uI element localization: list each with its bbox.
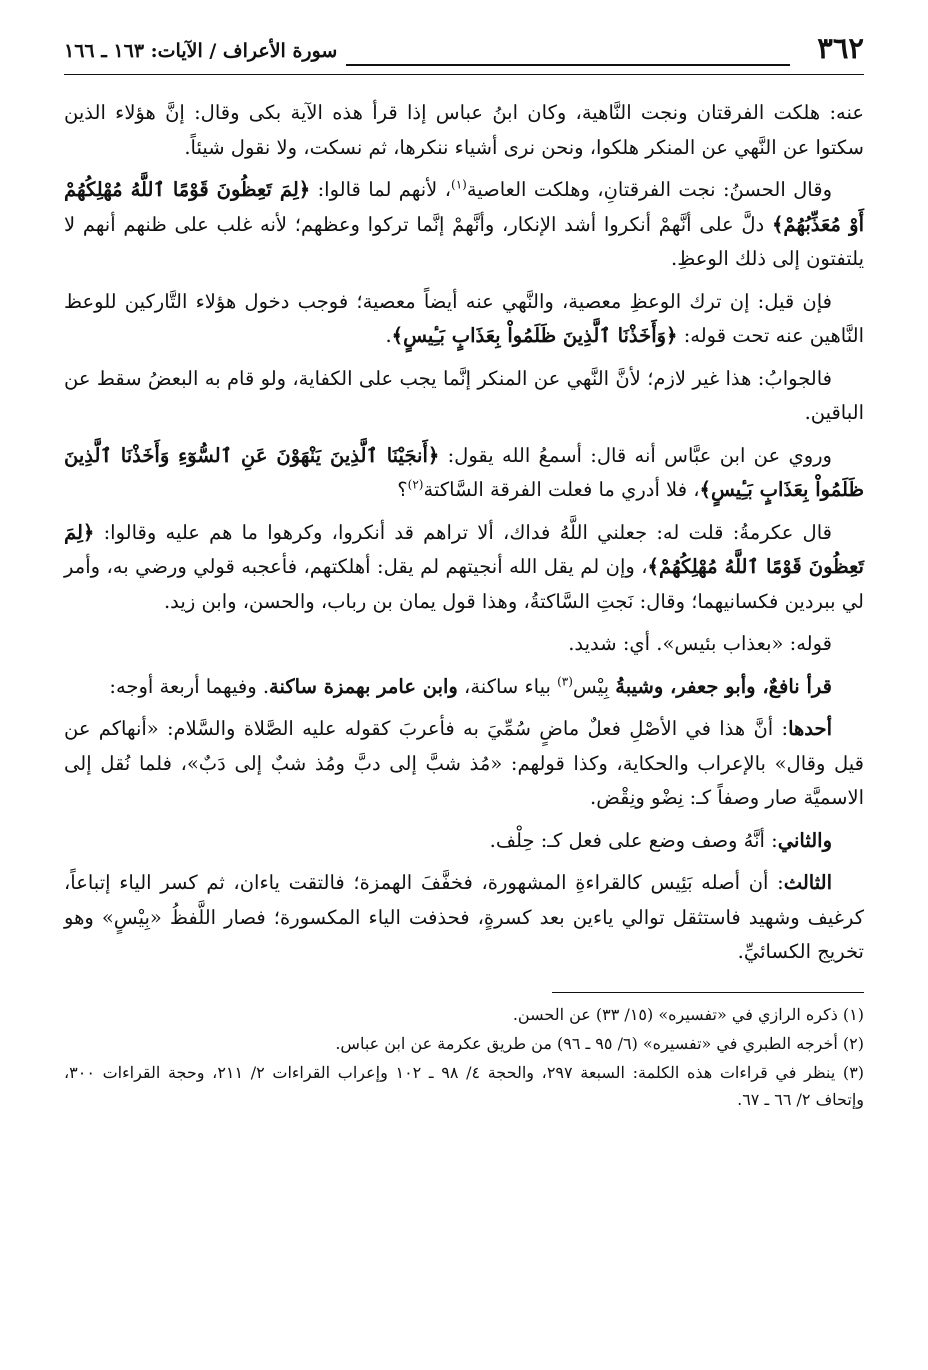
text-run: ، لأنهم لما قالوا: <box>310 178 451 201</box>
bold-term: وابن عامر بهمزة ساكنة <box>269 674 458 698</box>
footnote: (١) ذكره الرازي في «تفسيره» (١٥/ ٣٣) عن الحسن. <box>512 1004 864 1024</box>
page <box>64 30 864 1350</box>
footnote: (٢) أخرجه الطبري في «تفسيره» (٦/ ٩٥ ـ ٩٦) من طريق عكرمة عن ابن عباس. <box>335 1033 864 1053</box>
header-rule <box>346 64 790 66</box>
paragraph <box>64 627 864 662</box>
text-run: قال عكرمةُ: قلت له: جعلني اللَّهُ فداك، ألا تراهم قد أنكروا، وكرهوا ما هم عليه وقالوا: <box>94 520 832 544</box>
running-title: سورة الأعراف / الآيات: ١٦٣ ـ ١٦٦ <box>64 40 338 62</box>
page-number: ٣٦٢ <box>817 31 864 65</box>
text-run: عنه: هلكت الفرقتان ونجت النَّاهية، وكان ابنُ عباس إذا قرأ هذه الآية بكى وقال: إنَّ هؤلاء الذين سكتوا عن النَّهي عن المنكر هلكوا، ونحن نرى أشياء ننكرها، ثم نسكت، ولا نقول شيئاً. <box>64 101 864 159</box>
footnote-ref: (٣) <box>557 674 573 688</box>
text-run: بياء ساكنة، <box>457 674 558 698</box>
footnote-ref: (١) <box>451 177 467 192</box>
bold-term: أحدها <box>788 717 832 740</box>
text-run: بِيْس <box>572 674 616 698</box>
text-run: : أن أصله بَئِيس كالقراءةِ المشهورة، فخفَّفَ الهمزة؛ فالتقت ياءان، ثم كسر الياء إتباعاً، كرغيف وشهيد فاستثقل توالي ياءين بعد كسرةٍ، فحذفت الياء المكسورة؛ فصار اللَّفظُ «بِيْسٍ» وهو تخريج الكسائيِّ. <box>64 871 864 963</box>
text-run: وروي عن ابن عبَّاس أنه قال: أسمعُ الله يقول: <box>439 443 832 467</box>
text-run: : أنَّهُ وصف وضع على فعل كـ: حِلْف. <box>489 828 778 852</box>
text-run: ؟ <box>397 478 408 501</box>
quran-verse: ﴿أَنجَيْنَا ٱلَّذِينَ يَنْهَوْنَ عَنِ ٱلسُّوٓءِ وَأَخَذْنَا ٱلَّذِينَ ظَلَمُواْ بِعَذَابٍ بَـِٔيسٍ﴾ <box>64 443 864 501</box>
page-header <box>64 30 864 76</box>
footnote-separator <box>552 992 864 993</box>
paragraph <box>64 824 864 859</box>
text-run: ، فلا أدري ما فعلت الفرقة السَّاكتة <box>423 478 700 501</box>
paragraph <box>64 712 864 816</box>
text-run: . وفيهما أربعة أوجه: <box>109 674 270 698</box>
text-run: دلَّ على أنَّهمْ أنكروا أشد الإنكار، وأنَّهمْ إنَّما تركوا وعظهم؛ لأنه غلب على ظنهم أنهم لا يلتفتون إلى ذلك الوعظِ. <box>64 212 864 270</box>
text-run: قوله: «بعذاب بئيس». أي: شديد. <box>568 632 832 655</box>
bold-term: الثالث <box>783 871 832 894</box>
paragraph <box>64 362 864 431</box>
paragraph <box>64 96 864 165</box>
footnote: (٣) ينظر في قراءات هذه الكلمة: السبعة ٢٩٧، والحجة ٤/ ٩٨ ـ ١٠٢ وإعراب القراءات ٢/ ٢١١، وحجة القراءات ٣٠٠، وإتحاف ٢/ ٦٦ ـ ٦٧. <box>64 1062 865 1109</box>
text-run: . <box>385 324 392 347</box>
paragraph <box>64 670 864 705</box>
paragraph <box>64 439 864 508</box>
text-run: ، وإن لم يقل الله أنجيتهم لم يقل: أهلكتهم، فأعجبه قولي ورضي به، وأمر لي ببردين فكسانيهما؛ وقال: نَجتِ السَّاكتةُ، وهذا قول يمان بن رباب، والحسن، وابن زيد. <box>64 555 864 613</box>
quran-verse: ﴿لِمَ تَعِظُونَ قَوْمًا ٱللَّهُ مُهْلِكُهُمْ﴾ <box>64 520 864 578</box>
text-run: فالجوابُ: هذا غير لازم؛ لأنَّ النَّهي عن المنكر إنَّما يجب على الكفاية، ولو قام به البعضُ سقط عن الباقين. <box>64 366 864 424</box>
paragraph <box>64 173 864 277</box>
bold-term: والثاني <box>777 828 832 852</box>
main-text <box>64 96 864 970</box>
quran-verse: ﴿وَأَخَذْنَا ٱلَّذِينَ ظَلَمُواْ بِعَذَابٍ بَـِٔيسٍ﴾ <box>391 324 678 347</box>
text-run: وقال الحسنُ: نجت الفرقتانِ، وهلكت العاصية <box>466 178 832 201</box>
quran-verse: ﴿لِمَ تَعِظُونَ قَوْمًا ٱللَّهُ مُهْلِكُهُمْ أَوْ مُعَذِّبُهُمْ﴾ <box>64 178 864 236</box>
paragraph <box>64 285 864 354</box>
text-run: : أنَّ هذا في الأصْلِ فعلٌ ماضٍ سُمِّيَ به فأعربَ كقوله عليه الصَّلاة والسَّلام: «أنهاكم عن قيل وقال» بالإعراب والحكاية، وكذا قولهم: «مُذ شبَّ إلى دبَّ ومُذ شبٌ إلى دَبٌ»، فلما نُقل إلى الاسميَّة صار وصفاً كـ: نِضْو ونِقْض. <box>64 717 864 809</box>
header-divider <box>64 74 864 75</box>
footnotes <box>64 1001 864 1113</box>
text-run: فإن قيل: إن ترك الوعظِ معصية، والنَّهي عنه أيضاً معصية؛ فوجب دخول هؤلاء التَّاركين للوعظ النَّاهين عنه تحت قوله: <box>64 289 864 347</box>
footnote-ref: (٢) <box>407 477 424 492</box>
bold-term: قرأ نافعٌ، وأبو جعفر، وشيبةُ <box>615 674 832 698</box>
paragraph <box>64 516 864 620</box>
paragraph <box>64 866 864 970</box>
